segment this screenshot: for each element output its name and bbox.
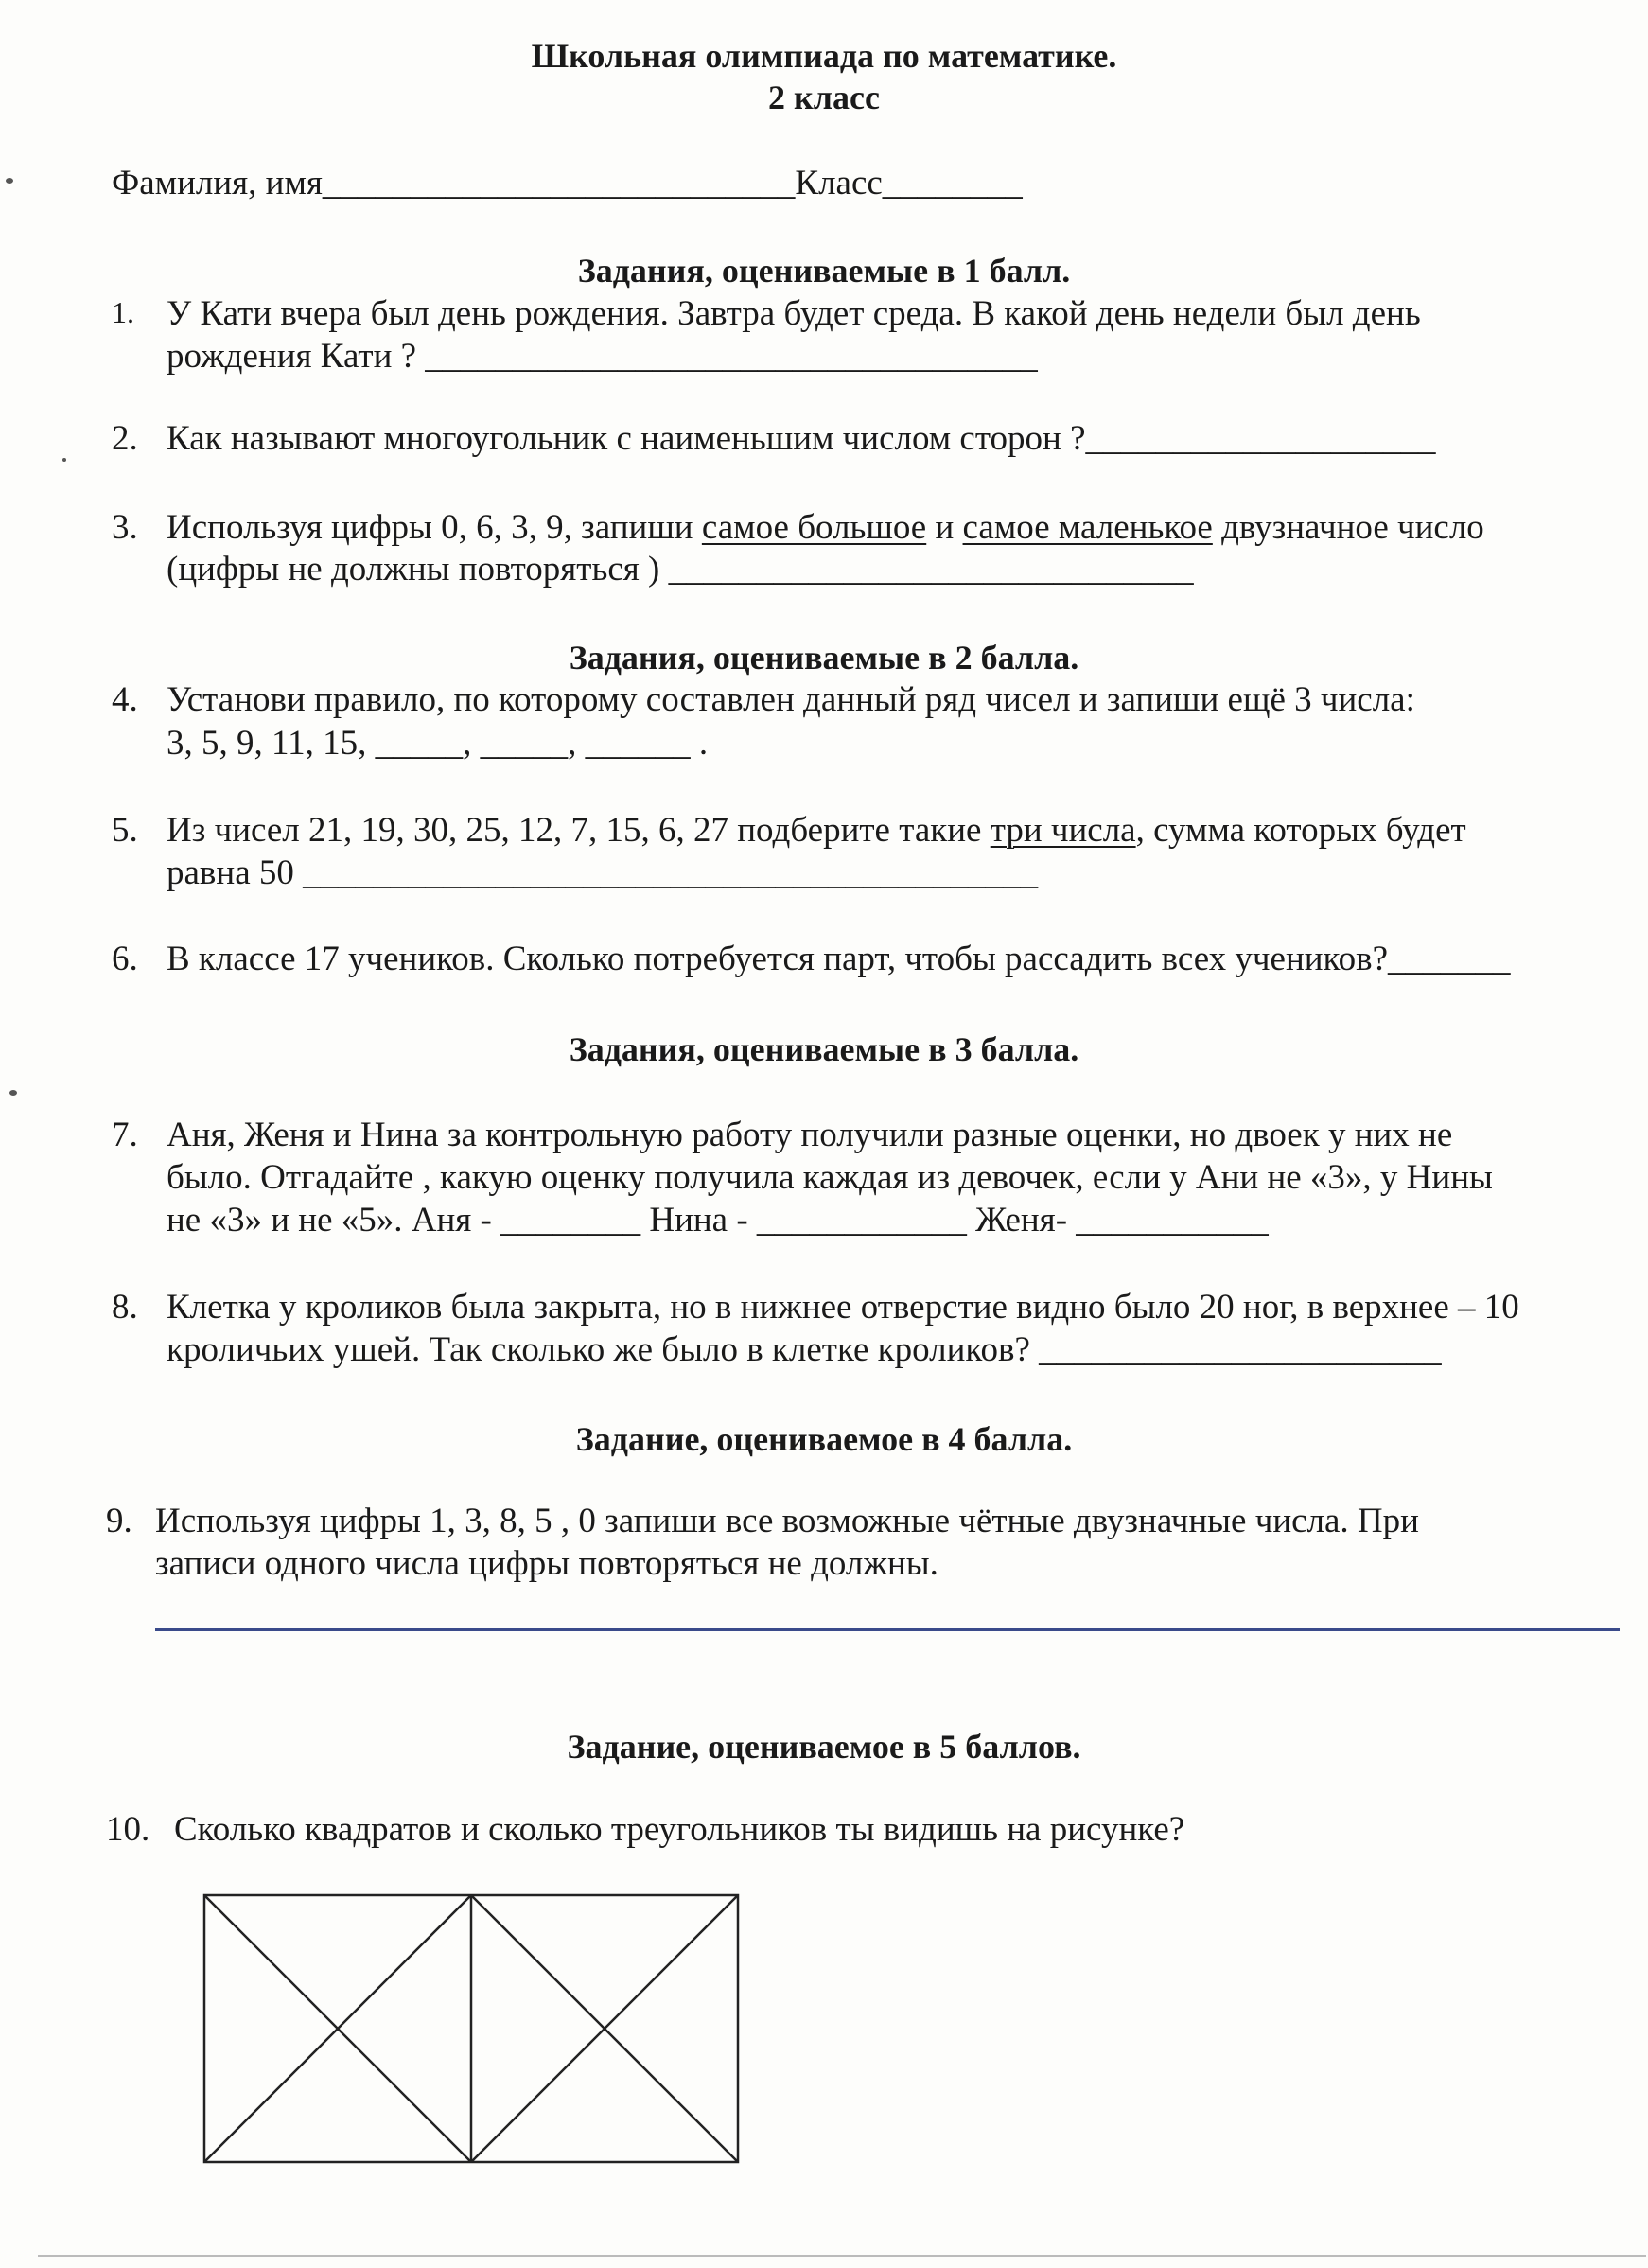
task-2-number: 2.	[112, 419, 138, 458]
task-5-number: 5.	[112, 811, 138, 850]
task-3-underlined-smallest: самое маленькое	[962, 508, 1213, 547]
task-7-line-3[interactable]: не «3» и не «5». Аня - ________ Нина - ____________ Женя- ___________	[167, 1201, 1269, 1239]
page-bottom-edge	[38, 2255, 1646, 2257]
task-5-underlined-three-numbers: три числа	[990, 811, 1136, 850]
scan-speck	[9, 1090, 17, 1096]
section-heading-4-points: Задание, оцениваемое в 4 балла.	[575, 1420, 1073, 1458]
task-3-text-a: Используя цифры 0, 6, 3, 9, запиши	[167, 508, 702, 547]
task-5-line-1	[167, 810, 1466, 851]
task-6-number: 6.	[112, 940, 138, 978]
section-heading-1-point: Задания, оцениваемые в 1 балл.	[577, 252, 1071, 290]
task-8-line-2[interactable]: кроличьих ушей. Так сколько же было в клетке кроликов? _______________________	[167, 1330, 1442, 1369]
task-9-line-2: записи одного числа цифры повторяться не должны.	[155, 1544, 938, 1583]
scan-speck	[62, 458, 66, 462]
task-3-line-2[interactable]: (цифры не должны повторяться ) ______________________________	[167, 550, 1194, 589]
task-9-number: 9.	[106, 1502, 132, 1540]
task-7-number: 7.	[112, 1116, 138, 1154]
task-5-text-b: , сумма которых будет	[1135, 811, 1466, 850]
task-6-line-1[interactable]: В классе 17 учеников. Сколько потребуется парт, чтобы рассадить всех учеников?_______	[167, 940, 1511, 978]
task-8-line-1: Клетка у кроликов была закрыта, но в нижнее отверстие видно было 20 ног, в верхнее – 10	[167, 1288, 1519, 1327]
task-1-line-2[interactable]: рождения Кати ? ___________________________________	[167, 337, 1038, 376]
task-3-underlined-largest: самое большое	[701, 508, 927, 547]
section-heading-3-points: Задания, оцениваемые в 3 балла.	[569, 1030, 1079, 1068]
task-7-line-2: было. Отгадайте , какую оценку получила каждая из девочек, если у Ани не «3», у Нины	[167, 1158, 1493, 1197]
task-3-number: 3.	[112, 508, 138, 547]
task-1-number: 1.	[112, 295, 134, 329]
task-4-line-2[interactable]: 3, 5, 9, 11, 15, _____, _____, ______ .	[167, 724, 709, 763]
task-9-line-1: Используя цифры 1, 3, 8, 5 , 0 запиши все возможные чётные двузначные числа. При	[155, 1502, 1419, 1540]
squares-triangles-figure	[202, 1893, 742, 2168]
task-5-line-2[interactable]: равна 50 __________________________________________	[167, 853, 1039, 892]
task-7-line-1: Аня, Женя и Нина за контрольную работу получили разные оценки, но двоек у них не	[167, 1116, 1453, 1154]
task-3-text-c: двузначное число	[1212, 508, 1484, 547]
grade-label: 2 класс	[768, 79, 880, 116]
section-heading-2-points: Задания, оцениваемые в 2 балла.	[569, 639, 1079, 677]
task-4-line-1: Установи правило, по которому составлен данный ряд чисел и запиши ещё 3 числа:	[167, 680, 1415, 719]
student-name-class-field[interactable]: Фамилия, имя___________________________Класс________	[112, 164, 1023, 202]
task-3-text-b: и	[926, 508, 963, 547]
task-1-line-1: У Кати вчера был день рождения. Завтра будет среда. В какой день недели был день	[167, 294, 1421, 333]
section-heading-5-points: Задание, оцениваемое в 5 баллов.	[567, 1728, 1081, 1766]
task-10-line-1: Сколько квадратов и сколько треугольников ты видишь на рисунке?	[174, 1810, 1185, 1849]
task-9-answer-line[interactable]	[155, 1628, 1620, 1631]
task-8-number: 8.	[112, 1288, 138, 1327]
task-5-text-a: Из чисел 21, 19, 30, 25, 12, 7, 15, 6, 27 подберите такие	[167, 811, 991, 850]
task-4-number: 4.	[112, 680, 138, 719]
task-2-line-1[interactable]: Как называют многоугольник с наименьшим числом сторон ?____________________	[167, 419, 1436, 458]
scan-speck	[6, 178, 13, 184]
page-title: Школьная олимпиада по математике.	[531, 37, 1117, 75]
task-3-line-1	[167, 507, 1484, 548]
task-10-number: 10.	[106, 1810, 150, 1849]
